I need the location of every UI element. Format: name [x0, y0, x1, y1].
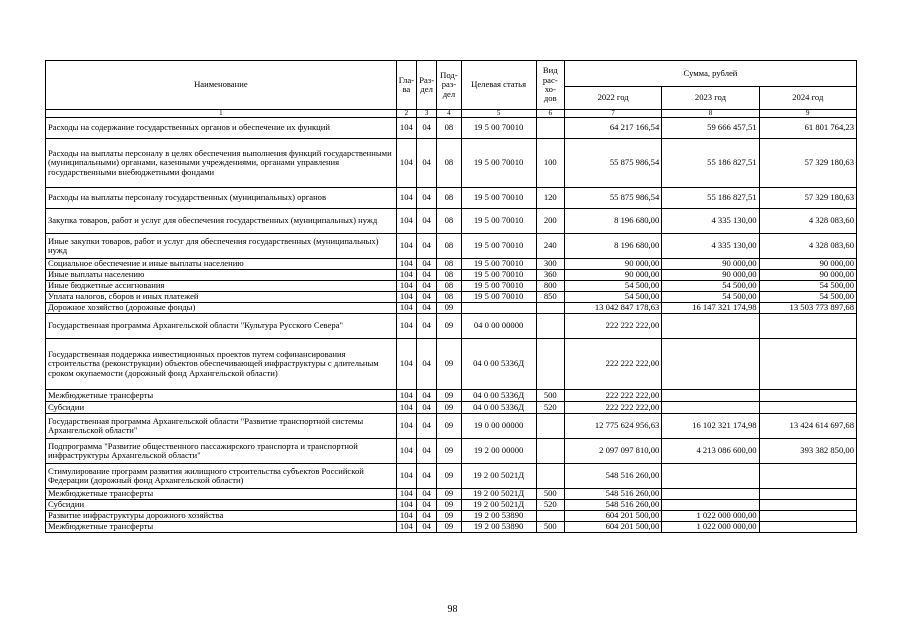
table-row — [46, 439, 857, 464]
cell-name: Социальное обеспечение и иные выплаты населению — [46, 259, 397, 270]
cell-2022: 604 201 500,00 — [564, 511, 661, 522]
cell-2023: 54 500,00 — [662, 292, 759, 303]
cell-2022: 12 775 624 956,63 — [564, 414, 661, 439]
cell-chapter: 104 — [396, 118, 416, 139]
cell-target: 19 2 00 5021Д — [461, 464, 536, 489]
cell-subsection: 09 — [437, 439, 461, 464]
cell-2024: 13 424 614 697,68 — [759, 414, 856, 439]
cell-subsection: 09 — [437, 489, 461, 500]
cell-target: 04 0 00 00000 — [461, 314, 536, 339]
table-row — [46, 259, 857, 270]
cell-expense-type: 520 — [536, 500, 564, 511]
cell-section: 04 — [417, 339, 437, 390]
cell-section: 04 — [417, 390, 437, 402]
table-row — [46, 234, 857, 259]
cell-2023: 55 186 827,51 — [662, 188, 759, 209]
cell-subsection: 09 — [437, 339, 461, 390]
cell-expense-type — [536, 511, 564, 522]
cell-subsection: 09 — [437, 303, 461, 314]
cell-section: 04 — [417, 314, 437, 339]
cell-section: 04 — [417, 209, 437, 234]
cell-subsection: 08 — [437, 209, 461, 234]
table-row — [46, 339, 857, 390]
cell-2024 — [759, 500, 856, 511]
cell-name: Межбюджетные трансферты — [46, 390, 397, 402]
cell-2022: 54 500,00 — [564, 292, 661, 303]
cell-section: 04 — [417, 259, 437, 270]
cell-subsection: 08 — [437, 234, 461, 259]
cell-2023 — [662, 464, 759, 489]
cell-chapter: 104 — [396, 188, 416, 209]
cell-2022: 548 516 260,00 — [564, 500, 661, 511]
cell-target — [461, 303, 536, 314]
cell-section: 04 — [417, 281, 437, 292]
cell-chapter: 104 — [396, 439, 416, 464]
cell-expense-type: 200 — [536, 209, 564, 234]
cell-target: 19 2 00 5021Д — [461, 500, 536, 511]
cell-section: 04 — [417, 292, 437, 303]
cell-section: 04 — [417, 118, 437, 139]
cell-name: Межбюджетные трансферты — [46, 489, 397, 500]
cell-name: Уплата налогов, сборов и иных платежей — [46, 292, 397, 303]
cell-2023 — [662, 390, 759, 402]
cell-subsection: 09 — [437, 522, 461, 533]
cell-target: 19 2 00 53890 — [461, 511, 536, 522]
table-row — [46, 314, 857, 339]
cell-subsection: 09 — [437, 390, 461, 402]
header-year-2022: 2022 год — [564, 87, 661, 110]
column-number: 2 — [396, 110, 416, 118]
cell-2023 — [662, 500, 759, 511]
header-subsection: Под-раз-дел — [437, 61, 461, 110]
column-number: 6 — [536, 110, 564, 118]
cell-expense-type — [536, 303, 564, 314]
cell-expense-type: 240 — [536, 234, 564, 259]
table-row — [46, 511, 857, 522]
cell-section: 04 — [417, 439, 437, 464]
cell-section: 04 — [417, 522, 437, 533]
cell-chapter: 104 — [396, 209, 416, 234]
table-body — [46, 118, 857, 533]
cell-2023: 4 213 086 600,00 — [662, 439, 759, 464]
budget-table — [45, 60, 857, 533]
cell-section: 04 — [417, 414, 437, 439]
table-row — [46, 209, 857, 234]
cell-name: Закупка товаров, работ и услуг для обеспечения государственных (муниципальных) нужд — [46, 209, 397, 234]
cell-2023 — [662, 339, 759, 390]
cell-target: 19 2 00 00000 — [461, 439, 536, 464]
cell-target: 19 5 00 70010 — [461, 292, 536, 303]
cell-chapter: 104 — [396, 270, 416, 281]
table-row — [46, 464, 857, 489]
cell-2022: 55 875 986,54 — [564, 139, 661, 188]
cell-chapter: 104 — [396, 489, 416, 500]
cell-section: 04 — [417, 270, 437, 281]
cell-section: 04 — [417, 303, 437, 314]
cell-2023: 55 186 827,51 — [662, 139, 759, 188]
cell-name: Иные выплаты населению — [46, 270, 397, 281]
header-year-2023: 2023 год — [662, 87, 759, 110]
cell-section: 04 — [417, 511, 437, 522]
cell-2024: 57 329 180,63 — [759, 139, 856, 188]
cell-section: 04 — [417, 489, 437, 500]
cell-chapter: 104 — [396, 464, 416, 489]
cell-name: Подпрограмма "Развитие общественного пассажирского транспорта и транспортной инфраструктуры Архангельской области" — [46, 439, 397, 464]
cell-subsection: 09 — [437, 402, 461, 414]
cell-2023: 16 147 321 174,98 — [662, 303, 759, 314]
cell-expense-type: 300 — [536, 259, 564, 270]
cell-2022: 2 097 097 810,00 — [564, 439, 661, 464]
cell-2024: 54 500,00 — [759, 292, 856, 303]
cell-chapter: 104 — [396, 292, 416, 303]
cell-target: 19 5 00 70010 — [461, 139, 536, 188]
cell-2023: 90 000,00 — [662, 270, 759, 281]
cell-2022: 8 196 680,00 — [564, 234, 661, 259]
cell-2024 — [759, 314, 856, 339]
cell-expense-type: 120 — [536, 188, 564, 209]
table-row — [46, 281, 857, 292]
header-expense-type: Вид рас-хо-дов — [536, 61, 564, 110]
cell-chapter: 104 — [396, 522, 416, 533]
cell-name: Расходы на выплаты персоналу государственных (муниципальных) органов — [46, 188, 397, 209]
cell-chapter: 104 — [396, 234, 416, 259]
column-number: 4 — [437, 110, 461, 118]
cell-section: 04 — [417, 188, 437, 209]
cell-target: 19 5 00 70010 — [461, 118, 536, 139]
cell-2024 — [759, 511, 856, 522]
cell-name: Государственная поддержка инвестиционных проектов путем софинансирования строительства (реконструкции) объектов обеспечивающей инфраструктуры с длительным сроком окупаемости (дорожный фонд Архангельской области) — [46, 339, 397, 390]
cell-name: Иные бюджетные ассигнования — [46, 281, 397, 292]
page-number: 98 — [447, 604, 458, 615]
cell-subsection: 09 — [437, 414, 461, 439]
cell-expense-type — [536, 414, 564, 439]
cell-chapter: 104 — [396, 390, 416, 402]
cell-2023 — [662, 489, 759, 500]
column-number: 9 — [759, 110, 856, 118]
cell-name: Государственная программа Архангельской области "Культура Русского Севера" — [46, 314, 397, 339]
header-sum: Сумма, рублей — [564, 61, 856, 87]
cell-target: 19 5 00 70010 — [461, 234, 536, 259]
cell-chapter: 104 — [396, 500, 416, 511]
cell-2024: 393 382 850,00 — [759, 439, 856, 464]
table-row — [46, 270, 857, 281]
cell-2022: 64 217 166,54 — [564, 118, 661, 139]
cell-target: 19 5 00 70010 — [461, 188, 536, 209]
cell-subsection: 09 — [437, 500, 461, 511]
cell-2023: 90 000,00 — [662, 259, 759, 270]
cell-chapter: 104 — [396, 314, 416, 339]
table-row — [46, 118, 857, 139]
cell-name: Субсидии — [46, 500, 397, 511]
table-header — [46, 61, 857, 118]
cell-target: 04 0 00 5336Д — [461, 339, 536, 390]
cell-name: Дорожное хозяйство (дорожные фонды) — [46, 303, 397, 314]
cell-2024: 61 801 764,23 — [759, 118, 856, 139]
cell-subsection: 08 — [437, 270, 461, 281]
cell-2022: 8 196 680,00 — [564, 209, 661, 234]
cell-chapter: 104 — [396, 414, 416, 439]
cell-chapter: 104 — [396, 402, 416, 414]
cell-expense-type: 360 — [536, 270, 564, 281]
cell-subsection: 08 — [437, 281, 461, 292]
cell-section: 04 — [417, 139, 437, 188]
cell-chapter: 104 — [396, 339, 416, 390]
cell-subsection: 08 — [437, 259, 461, 270]
table-row — [46, 303, 857, 314]
cell-2024: 57 329 180,63 — [759, 188, 856, 209]
cell-2023: 1 022 000 000,00 — [662, 511, 759, 522]
cell-2024: 54 500,00 — [759, 281, 856, 292]
column-numbers-row — [46, 110, 857, 118]
cell-expense-type: 800 — [536, 281, 564, 292]
cell-chapter: 104 — [396, 259, 416, 270]
cell-2022: 548 516 260,00 — [564, 464, 661, 489]
cell-2022: 90 000,00 — [564, 259, 661, 270]
cell-2023: 16 102 321 174,98 — [662, 414, 759, 439]
cell-subsection: 09 — [437, 314, 461, 339]
cell-2023 — [662, 402, 759, 414]
column-number: 7 — [564, 110, 661, 118]
cell-2022: 55 875 986,54 — [564, 188, 661, 209]
cell-2024: 4 328 083,60 — [759, 234, 856, 259]
table-row — [46, 402, 857, 414]
cell-target: 19 5 00 70010 — [461, 270, 536, 281]
cell-2023 — [662, 314, 759, 339]
cell-2024 — [759, 339, 856, 390]
cell-subsection: 09 — [437, 511, 461, 522]
cell-2023: 4 335 130,00 — [662, 209, 759, 234]
cell-2024 — [759, 402, 856, 414]
cell-subsection: 08 — [437, 118, 461, 139]
cell-2022: 13 042 847 178,63 — [564, 303, 661, 314]
cell-name: Государственная программа Архангельской области "Развитие транспортной системы Архангельской области" — [46, 414, 397, 439]
cell-expense-type: 500 — [536, 390, 564, 402]
cell-name: Межбюджетные трансферты — [46, 522, 397, 533]
table-row — [46, 139, 857, 188]
cell-expense-type: 500 — [536, 522, 564, 533]
header-target: Целевая статья — [461, 61, 536, 110]
table-row — [46, 522, 857, 533]
cell-2023: 4 335 130,00 — [662, 234, 759, 259]
cell-subsection: 08 — [437, 292, 461, 303]
header-chapter: Гла-ва — [396, 61, 416, 110]
cell-subsection: 09 — [437, 464, 461, 489]
column-number: 1 — [46, 110, 397, 118]
table-row — [46, 489, 857, 500]
cell-2022: 548 516 260,00 — [564, 489, 661, 500]
cell-chapter: 104 — [396, 511, 416, 522]
cell-2022: 90 000,00 — [564, 270, 661, 281]
cell-target: 19 0 00 00000 — [461, 414, 536, 439]
cell-target: 04 0 00 5336Д — [461, 402, 536, 414]
cell-2024 — [759, 464, 856, 489]
header-section: Раз-дел — [417, 61, 437, 110]
cell-2023: 59 666 457,51 — [662, 118, 759, 139]
column-number: 8 — [662, 110, 759, 118]
table-row — [46, 500, 857, 511]
cell-name: Стимулирование программ развития жилищного строительства субъектов Российской Федерации (дорожный фонд Архангельской области) — [46, 464, 397, 489]
cell-subsection: 08 — [437, 188, 461, 209]
cell-2024: 90 000,00 — [759, 259, 856, 270]
cell-target: 19 2 00 53890 — [461, 522, 536, 533]
cell-2022: 54 500,00 — [564, 281, 661, 292]
cell-expense-type — [536, 464, 564, 489]
cell-section: 04 — [417, 464, 437, 489]
cell-expense-type — [536, 439, 564, 464]
cell-2022: 222 222 222,00 — [564, 339, 661, 390]
cell-section: 04 — [417, 500, 437, 511]
cell-expense-type: 850 — [536, 292, 564, 303]
cell-2024: 13 503 773 897,68 — [759, 303, 856, 314]
cell-2022: 604 201 500,00 — [564, 522, 661, 533]
table-row — [46, 414, 857, 439]
cell-2022: 222 222 222,00 — [564, 402, 661, 414]
table-row — [46, 390, 857, 402]
cell-name: Иные закупки товаров, работ и услуг для обеспечения государственных (муниципальных) нужд — [46, 234, 397, 259]
cell-2023: 54 500,00 — [662, 281, 759, 292]
cell-target: 19 2 00 5021Д — [461, 489, 536, 500]
column-number: 3 — [417, 110, 437, 118]
cell-chapter: 104 — [396, 281, 416, 292]
cell-name: Расходы на содержание государственных органов и обеспечение их функций — [46, 118, 397, 139]
cell-chapter: 104 — [396, 303, 416, 314]
cell-target: 04 0 00 5336Д — [461, 390, 536, 402]
column-number: 5 — [461, 110, 536, 118]
cell-section: 04 — [417, 234, 437, 259]
cell-target: 19 5 00 70010 — [461, 281, 536, 292]
cell-2023: 1 022 000 000,00 — [662, 522, 759, 533]
cell-target: 19 5 00 70010 — [461, 209, 536, 234]
cell-expense-type: 520 — [536, 402, 564, 414]
header-year-2024: 2024 год — [759, 87, 856, 110]
cell-expense-type — [536, 339, 564, 390]
cell-expense-type: 500 — [536, 489, 564, 500]
cell-2024 — [759, 489, 856, 500]
cell-section: 04 — [417, 402, 437, 414]
cell-2024 — [759, 390, 856, 402]
cell-expense-type — [536, 118, 564, 139]
table-row — [46, 188, 857, 209]
table-row — [46, 292, 857, 303]
cell-2024 — [759, 522, 856, 533]
cell-name: Развитие инфраструктуры дорожного хозяйства — [46, 511, 397, 522]
cell-2024: 90 000,00 — [759, 270, 856, 281]
cell-expense-type — [536, 314, 564, 339]
cell-name: Субсидии — [46, 402, 397, 414]
cell-2024: 4 328 083,60 — [759, 209, 856, 234]
cell-target: 19 5 00 70010 — [461, 259, 536, 270]
cell-subsection: 08 — [437, 139, 461, 188]
cell-2022: 222 222 222,00 — [564, 314, 661, 339]
cell-chapter: 104 — [396, 139, 416, 188]
cell-name: Расходы на выплаты персоналу в целях обеспечения выполнения функций государственными (муниципальными) органами, казенными учреждениями, органами управления государственными внебюджетными фондами — [46, 139, 397, 188]
header-name: Наименование — [46, 61, 397, 110]
cell-2022: 222 222 222,00 — [564, 390, 661, 402]
cell-expense-type: 100 — [536, 139, 564, 188]
